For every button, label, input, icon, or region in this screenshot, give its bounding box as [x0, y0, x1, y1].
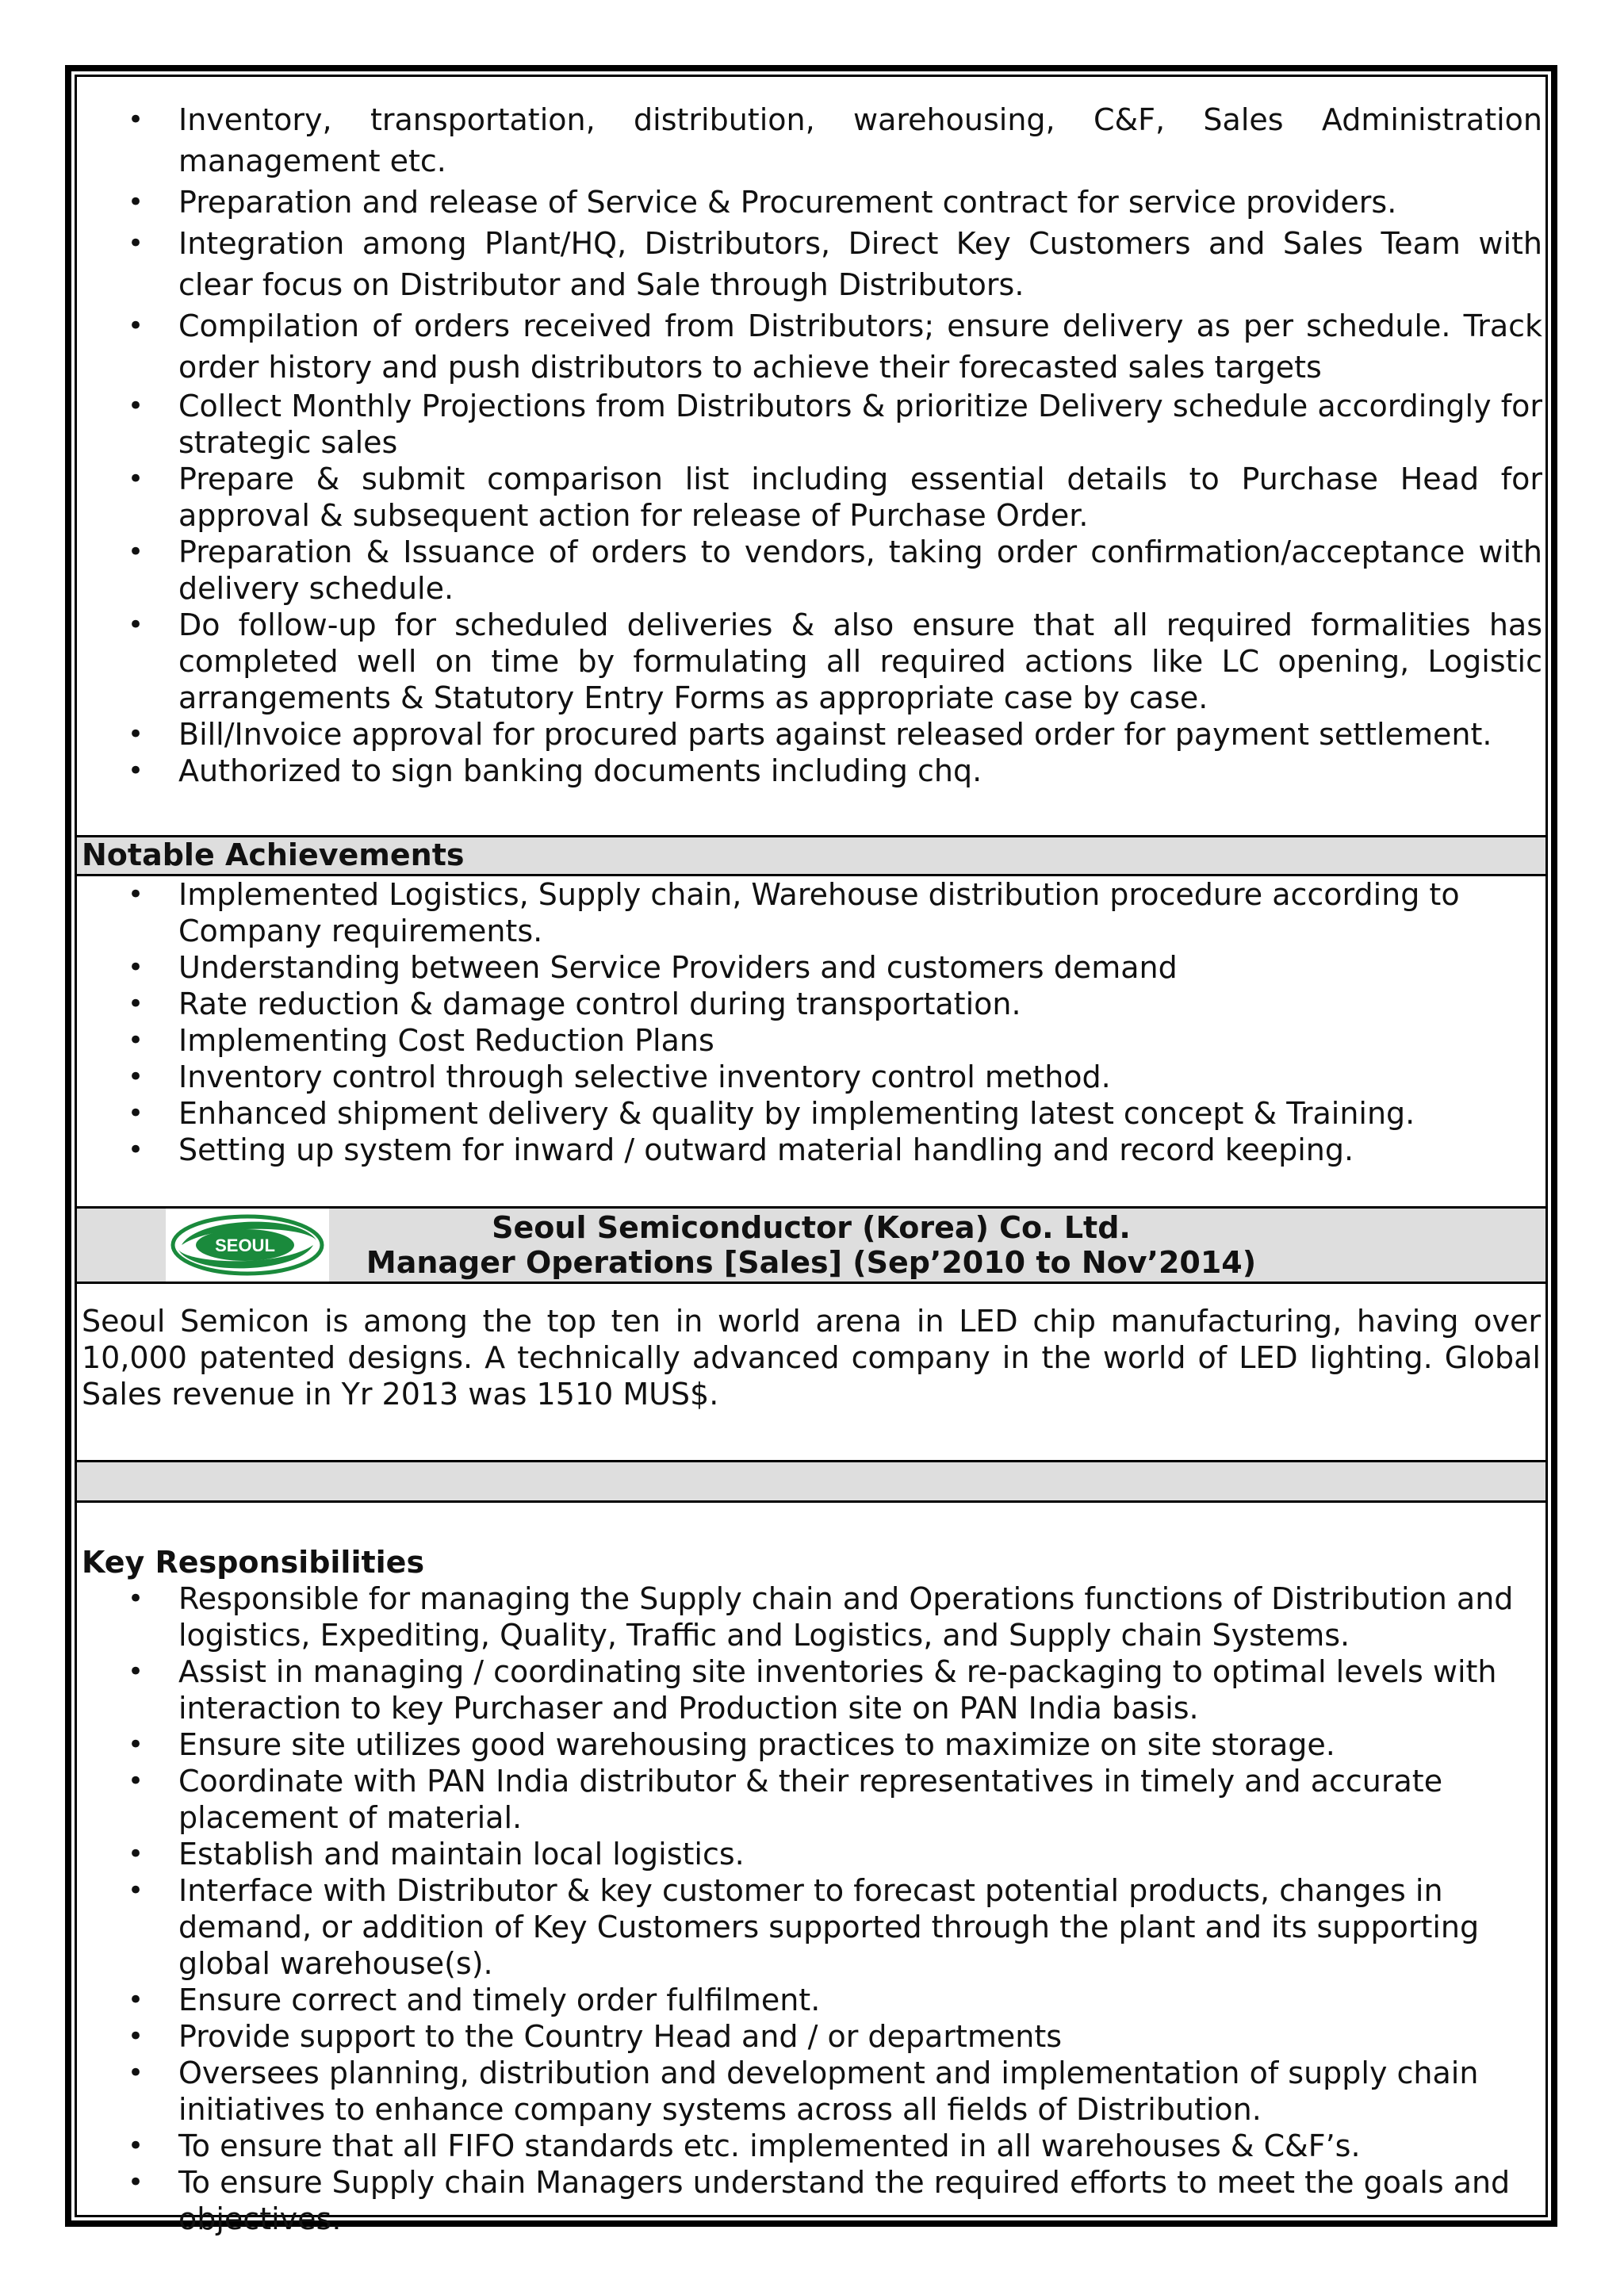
list-item: • Ensure site utilizes good warehousing practices to maximize on site storage. [77, 1726, 1545, 1763]
list-item: • Preparation and release of Service & Procurement contract for service providers. [77, 182, 1545, 223]
list-item: • Oversees planning, distribution and development and implementation of supply chain initiatives to enhance company systems across all fields of Distribution. [77, 2055, 1545, 2128]
list-item: • Establish and maintain local logistics. [77, 1836, 1545, 1872]
list-item: • To ensure that all FIFO standards etc. implemented in all warehouses & C&F’s. [77, 2128, 1545, 2164]
section-heading: Key Responsibilities [82, 1545, 425, 1580]
logo-text: SEOUL [215, 1236, 275, 1255]
list-item: • Setting up system for inward / outward material handling and record keeping. [77, 1132, 1545, 1168]
list-item: • Implementing Cost Reduction Plans [77, 1022, 1545, 1059]
company-header [77, 1206, 1545, 1284]
list-item: • Bill/Invoice approval for procured parts against released order for payment settlement. [77, 716, 1545, 753]
list-item: • Authorized to sign banking documents including chq. [77, 753, 1545, 789]
section-divider-bar [77, 1460, 1545, 1503]
list-item: • Inventory, transportation, distribution, warehousing, C&F, Sales Administration management etc. [77, 99, 1545, 182]
list-item: • Do follow-up for scheduled deliveries & also ensure that all required formalities has completed well on time by formulating all required actions like LC opening, Logistic arrangements & Statutory Entry Forms as appropriate case by case. [77, 607, 1545, 716]
list-item: • Responsible for managing the Supply chain and Operations functions of Distribution and logistics, Expediting, Quality, Traffic and Logistics, and Supply chain Systems. [77, 1580, 1545, 1653]
list-item: • Integration among Plant/HQ, Distributors, Direct Key Customers and Sales Team with clear focus on Distributor and Sale through Distributors. [77, 223, 1545, 305]
responsibilities-list [77, 1580, 1545, 2237]
list-item: • Assist in managing / coordinating site inventories & re-packaging to optimal levels with interaction to key Purchaser and Production site on PAN India basis. [77, 1653, 1545, 1726]
duties-section [77, 99, 1545, 789]
list-item: • Preparation & Issuance of orders to vendors, taking order confirmation/acceptance with delivery schedule. [77, 534, 1545, 607]
list-item: • Interface with Distributor & key customer to forecast potential products, changes in demand, or addition of Key Customers supported through the plant and its supporting global warehouse(s). [77, 1872, 1545, 1982]
list-item: • Enhanced shipment delivery & quality by implementing latest concept & Training. [77, 1095, 1545, 1132]
company-description-section [77, 1303, 1545, 1412]
achievements-list [77, 876, 1545, 1168]
responsibilities-section [77, 1544, 1545, 2237]
list-item: • To ensure Supply chain Managers understand the required efforts to meet the goals and objectives. [77, 2164, 1545, 2237]
achievements-header [77, 835, 1545, 876]
list-item: • Implemented Logistics, Supply chain, Warehouse distribution procedure according to Company requirements. [77, 876, 1545, 949]
list-item: • Coordinate with PAN India distributor & their representatives in timely and accurate placement of material. [77, 1763, 1545, 1836]
company-role: Manager Operations [Sales] (Sep’2010 to Nov’2014) [366, 1245, 1257, 1280]
resume-page [75, 75, 1548, 2236]
list-item: • Ensure correct and timely order fulfilment. [77, 1982, 1545, 2018]
section-heading: Notable Achievements [82, 837, 465, 872]
list-item: • Collect Monthly Projections from Distributors & prioritize Delivery schedule accordingly for strategic sales [77, 388, 1545, 461]
list-item: • Understanding between Service Providers and customers demand [77, 949, 1545, 986]
achievements-section [77, 876, 1545, 1168]
list-item: • Rate reduction & damage control during transportation. [77, 986, 1545, 1022]
list-item: • Provide support to the Country Head and / or departments [77, 2018, 1545, 2055]
list-item: • Prepare & submit comparison list including essential details to Purchase Head for approval & subsequent action for release of Purchase Order. [77, 461, 1545, 534]
list-item: • Compilation of orders received from Distributors; ensure delivery as per schedule. Track order history and push distributors to achieve their forecasted sales targets [77, 305, 1545, 388]
company-name: Seoul Semiconductor (Korea) Co. Ltd. [492, 1210, 1131, 1245]
duties-list [77, 99, 1545, 789]
company-description: Seoul Semicon is among the top ten in world arena in LED chip manufacturing, having over 10,000 patented designs. A technically advanced company in the world of LED lighting. Global Sales revenue in Yr 2013 was 1510 MUS$. [82, 1304, 1541, 1412]
list-item: • Inventory control through selective inventory control method. [77, 1059, 1545, 1095]
